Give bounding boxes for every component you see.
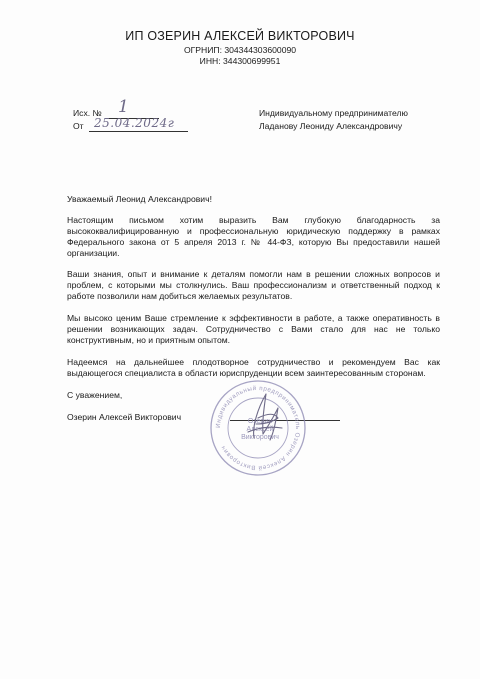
paragraph-1: Настоящим письмом хотим выразить Вам глубокую благодарность за высококвалифицированную и профессиональную юридическую поддержку в рамках Федерального закона от 5 апреля 2013 г. № 44-ФЗ, которую Вы предоставили нашей организации.	[67, 215, 440, 258]
outgoing-number-label: Исх. №	[73, 108, 102, 118]
paragraph-4: Надеемся на дальнейшее плодотворное сотрудничество и рекомендуем Вас как выдающегося специалиста в области юриспруденции всем заинтересованным сторонам.	[67, 357, 440, 378]
paragraph-2: Ваши знания, опыт и внимание к деталям помогли нам в решении сложных вопросов и проблем, с которыми мы столкнулись. Ваш профессионализм и ответственный подход к работе позволили нам добиться желаемых результатов.	[67, 269, 440, 301]
date-handwritten: 25.04.2024г	[94, 116, 175, 130]
addressee-line-1: Индивидуальному предпринимателю	[259, 108, 408, 118]
date-label: От	[73, 121, 84, 131]
ogrnip: ОГРНИП: 304344303600090	[183, 45, 297, 55]
company-name: ИП ОЗЕРИН АЛЕКСЕЙ ВИКТОРОВИЧ	[125, 29, 355, 43]
date-line	[89, 131, 188, 132]
greeting: Уважаемый Леонид Александрович!	[67, 194, 212, 204]
seal-ring-text: Индивидуальный предприниматель Озерин Алексей Викторович	[214, 384, 302, 472]
seal-center-line-1: Озерин	[247, 418, 273, 425]
signatory-name: Озерин Алексей Викторович	[67, 412, 182, 422]
company-seal	[208, 378, 308, 478]
addressee-line-2: Ладанову Леониду Александровичу	[259, 121, 403, 131]
seal-center-line-3: Викторович	[241, 434, 279, 441]
inn: ИНН: 344300699951	[199, 56, 281, 66]
seal-center-line-2: Алексей	[246, 426, 274, 433]
paragraph-3: Мы высоко ценим Ваше стремление к эффективности в работе, а также оперативность в решении возникающих задач. Сотрудничество с Вами стало для нас не только конструктивным, но и приятным опытом.	[67, 313, 440, 345]
closing: С уважением,	[67, 390, 123, 400]
outgoing-number-handwritten: 1	[118, 97, 129, 117]
